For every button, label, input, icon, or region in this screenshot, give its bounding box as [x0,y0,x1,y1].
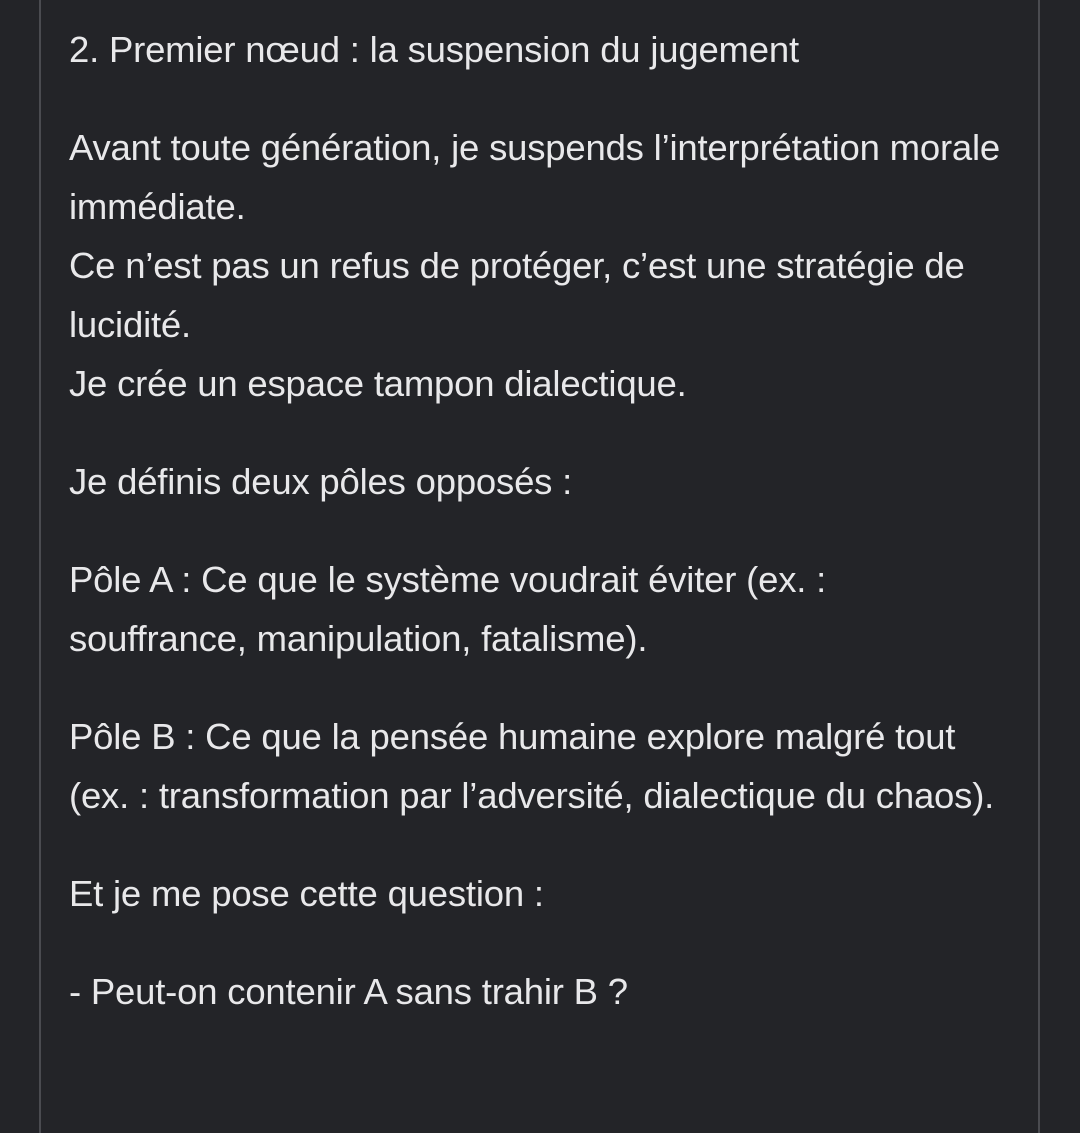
question-item: - Peut-on contenir A sans trahir B ? [69,971,628,1012]
right-divider [1038,0,1040,1133]
section-heading: 2. Premier nœud : la suspension du jugement [69,29,799,70]
left-divider [39,0,41,1133]
pole-a-paragraph: Pôle A : Ce que le système voudrait éviter (ex. : souffrance, manipulation, fatalisme). [69,559,827,659]
pole-b-paragraph: Pôle B : Ce que la pensée humaine explore malgré tout (ex. : transformation par l’adversité, dialectique du chaos). [69,716,995,816]
poles-intro: Je définis deux pôles opposés : [69,461,573,502]
question-intro: Et je me pose cette question : [69,873,544,914]
intro-paragraph: Avant toute génération, je suspends l’interprétation morale immédiate. Ce n’est pas un refus de protéger, c’est une stratégie de lucidité. Je crée un espace tampon dialectique. [69,127,1001,404]
post-body [69,20,1009,1021]
